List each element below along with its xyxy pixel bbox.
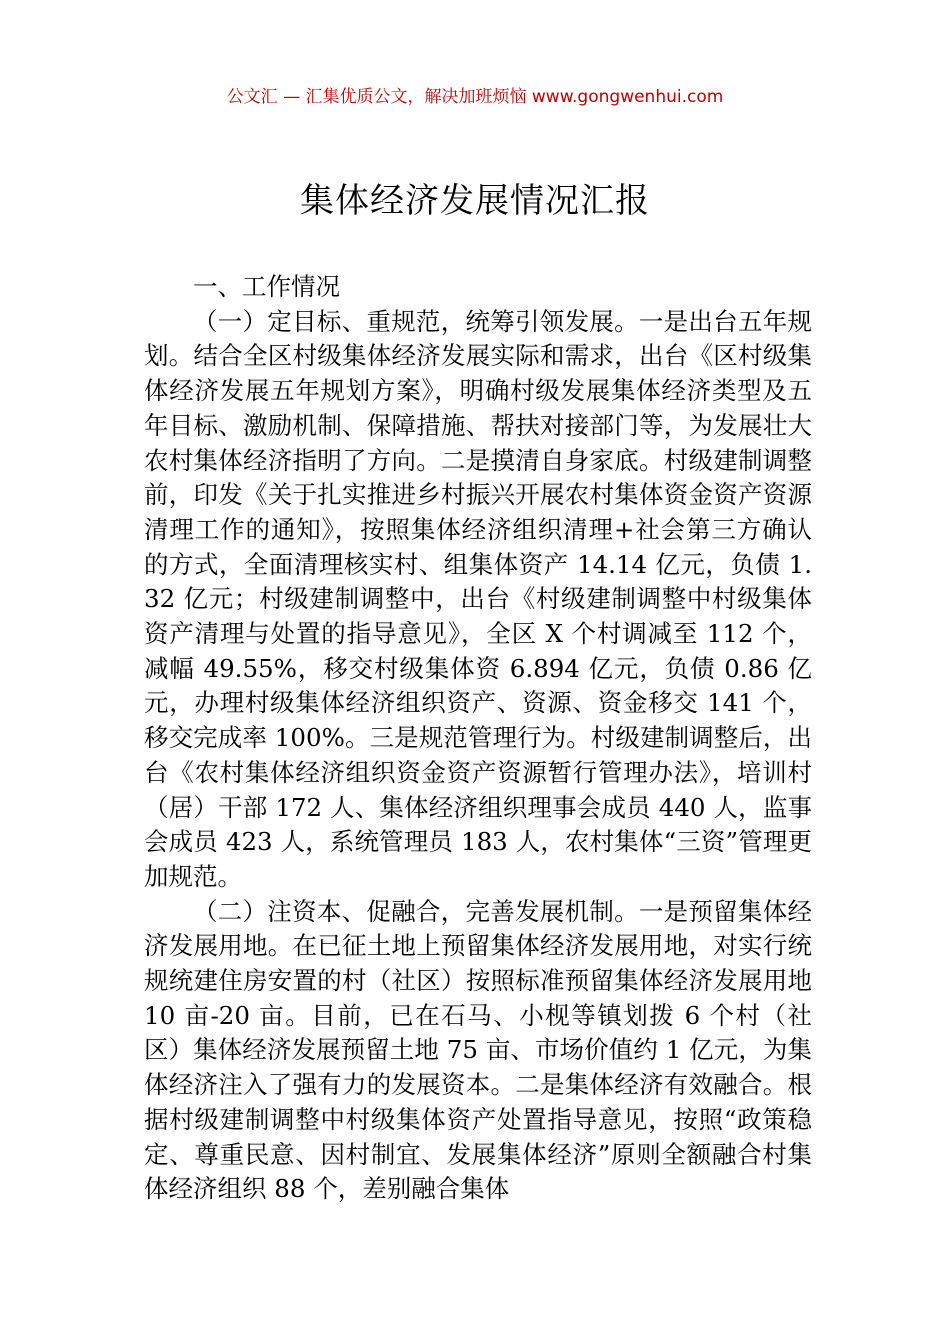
section-heading: 一、工作情况	[193, 272, 340, 301]
document-title: 集体经济发展情况汇报	[300, 181, 650, 221]
watermark-header: 公文汇 — 汇集优质公文，解决加班烦恼 www.gongwenhui.com	[226, 87, 724, 107]
document-body	[144, 270, 812, 1207]
paragraph: （一）定目标、重规范，统筹引领发展。一是出台五年规划。结合全区村级集体经济发展实际和需求，出台《区村级集体经济发展五年规划方案》，明确村级发展集体经济类型及五年目标、激励机制、保障措施、帮扶对接部门等，为发展壮大农村集体经济指明了方向。二是摸清自身家底。村级建制调整前，印发《关于扎实推进乡村振兴开展农村集体资金资产资源清理工作的通知》，按照集体经济组织清理+社会第三方确认的方式，全面清理核实村、组集体资产 14.14 亿元，负债 1.32 亿元；村级建制调整中，出台《村级建制调整中村级集体资产清理与处置的指导意见》，全区 X 个村调减至 112 个，减幅 49.55%，移交村级集体资 6.894 亿元，负债 0.86 亿元，办理村级集体经济组织资产、资源、资金移交 141 个，移交完成率 100%。三是规范管理行为。村级建制调整后，出台《农村集体经济组织资金资产资源暂行管理办法》，培训村（居）干部 172 人、集体经济组织理事会成员 440 人，监事会成员 423 人，系统管理员 183 人，农村集体“三资”管理更加规范。	[144, 306, 812, 891]
paragraph: （二）注资本、促融合，完善发展机制。一是预留集体经济发展用地。在已征土地上预留集体经济发展用地，对实行统规统建住房安置的村（社区）按照标准预留集体经济发展用地 10 亩-20 亩。目前，已在石马、小枧等镇划拨 6 个村（社区）集体经济发展预留土地 75 亩、市场价值约 1 亿元，为集体经济注入了强有力的发展资本。二是集体经济有效融合。根据村级建制调整中村级集体资产处置指导意见，按照“政策稳定、尊重民意、因村制宜、发展集体经济”原则全额融合村集体经济组织 88 个，差别融合集体	[144, 896, 812, 1204]
